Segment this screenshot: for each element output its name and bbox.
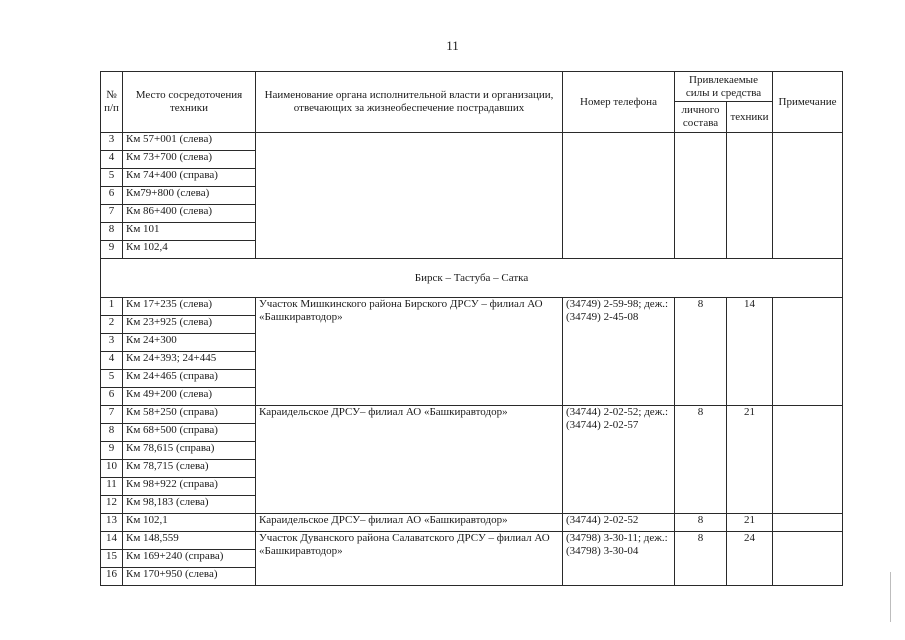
row-num: 6 bbox=[101, 187, 123, 205]
row-place: Км 24+300 bbox=[123, 334, 256, 352]
row-org bbox=[256, 133, 563, 259]
header-note: Примечание bbox=[773, 72, 843, 133]
row-num: 1 bbox=[101, 298, 123, 316]
table-row bbox=[101, 133, 843, 151]
row-note bbox=[773, 298, 843, 406]
header-forces: Привлекаемые силы и средства bbox=[675, 72, 773, 102]
header-tech: техники bbox=[727, 102, 773, 133]
row-num: 14 bbox=[101, 532, 123, 550]
section-title: Бирск – Тастуба – Сатка bbox=[101, 259, 843, 298]
row-place: Км 102,1 bbox=[123, 514, 256, 532]
row-num: 5 bbox=[101, 370, 123, 388]
row-place: Км 74+400 (справа) bbox=[123, 169, 256, 187]
row-phone: (34749) 2-59-98; деж.: (34749) 2-45-08 bbox=[563, 298, 675, 406]
row-tech: 21 bbox=[727, 406, 773, 514]
row-num: 2 bbox=[101, 316, 123, 334]
row-org: Караидельское ДРСУ– филиал АО «Башкиравтодор» bbox=[256, 514, 563, 532]
row-place: Км 78,715 (слева) bbox=[123, 460, 256, 478]
section-row bbox=[101, 259, 843, 298]
row-tech bbox=[727, 133, 773, 259]
row-num: 3 bbox=[101, 334, 123, 352]
header-num: № п/п bbox=[101, 72, 123, 133]
row-place: Км 68+500 (справа) bbox=[123, 424, 256, 442]
row-personnel: 8 bbox=[675, 298, 727, 406]
row-num: 12 bbox=[101, 496, 123, 514]
row-phone: (34798) 3-30-11; деж.: (34798) 3-30-04 bbox=[563, 532, 675, 586]
row-num: 7 bbox=[101, 205, 123, 223]
row-place: Км 49+200 (слева) bbox=[123, 388, 256, 406]
row-note bbox=[773, 133, 843, 259]
row-num: 8 bbox=[101, 223, 123, 241]
page-number: 11 bbox=[446, 38, 459, 53]
table-row bbox=[101, 298, 843, 316]
row-num: 10 bbox=[101, 460, 123, 478]
row-num: 11 bbox=[101, 478, 123, 496]
header-place: Место сосредоточения техники bbox=[123, 72, 256, 133]
row-place: Км 169+240 (справа) bbox=[123, 550, 256, 568]
row-place: Км 57+001 (слева) bbox=[123, 133, 256, 151]
row-num: 16 bbox=[101, 568, 123, 586]
header-org: Наименование органа исполнительной власти и организации, отвечающих за жизнеобеспечение пострадавших bbox=[256, 72, 563, 133]
row-phone: (34744) 2-02-52 bbox=[563, 514, 675, 532]
row-phone: (34744) 2-02-52; деж.: (34744) 2-02-57 bbox=[563, 406, 675, 514]
row-place: Км 102,4 bbox=[123, 241, 256, 259]
row-note bbox=[773, 532, 843, 586]
scan-edge-line bbox=[890, 572, 891, 622]
row-place: Км 73+700 (слева) bbox=[123, 151, 256, 169]
row-num: 8 bbox=[101, 424, 123, 442]
row-personnel bbox=[675, 133, 727, 259]
row-org: Участок Дуванского района Салаватского ДРСУ – филиал АО «Башкиравтодор» bbox=[256, 532, 563, 586]
row-place: Км 24+393; 24+445 bbox=[123, 352, 256, 370]
row-num: 3 bbox=[101, 133, 123, 151]
row-num: 5 bbox=[101, 169, 123, 187]
row-place: Км 86+400 (слева) bbox=[123, 205, 256, 223]
row-num: 7 bbox=[101, 406, 123, 424]
row-org: Участок Мишкинского района Бирского ДРСУ – филиал АО «Башкиравтодор» bbox=[256, 298, 563, 406]
row-num: 4 bbox=[101, 352, 123, 370]
row-tech: 21 bbox=[727, 514, 773, 532]
row-place: Км 24+465 (справа) bbox=[123, 370, 256, 388]
equipment-table bbox=[100, 71, 843, 586]
header-row bbox=[101, 72, 843, 102]
table-row bbox=[101, 532, 843, 550]
row-num: 6 bbox=[101, 388, 123, 406]
row-place: Км 17+235 (слева) bbox=[123, 298, 256, 316]
row-tech: 24 bbox=[727, 532, 773, 586]
row-place: Км 101 bbox=[123, 223, 256, 241]
row-num: 9 bbox=[101, 442, 123, 460]
table-row bbox=[101, 406, 843, 424]
row-num: 15 bbox=[101, 550, 123, 568]
row-personnel: 8 bbox=[675, 406, 727, 514]
row-note bbox=[773, 406, 843, 514]
row-phone bbox=[563, 133, 675, 259]
row-place: Км 98+922 (справа) bbox=[123, 478, 256, 496]
row-org: Караидельское ДРСУ– филиал АО «Башкиравтодор» bbox=[256, 406, 563, 514]
row-place: Км 23+925 (слева) bbox=[123, 316, 256, 334]
row-place: Км 170+950 (слева) bbox=[123, 568, 256, 586]
row-note bbox=[773, 514, 843, 532]
row-place: Км79+800 (слева) bbox=[123, 187, 256, 205]
row-place: Км 98,183 (слева) bbox=[123, 496, 256, 514]
row-place: Км 58+250 (справа) bbox=[123, 406, 256, 424]
row-personnel: 8 bbox=[675, 532, 727, 586]
row-place: Км 78,615 (справа) bbox=[123, 442, 256, 460]
row-personnel: 8 bbox=[675, 514, 727, 532]
row-place: Км 148,559 bbox=[123, 532, 256, 550]
row-num: 13 bbox=[101, 514, 123, 532]
header-personnel: личного состава bbox=[675, 102, 727, 133]
table-row bbox=[101, 514, 843, 532]
row-num: 9 bbox=[101, 241, 123, 259]
header-phone: Номер телефона bbox=[563, 72, 675, 133]
row-tech: 14 bbox=[727, 298, 773, 406]
row-num: 4 bbox=[101, 151, 123, 169]
